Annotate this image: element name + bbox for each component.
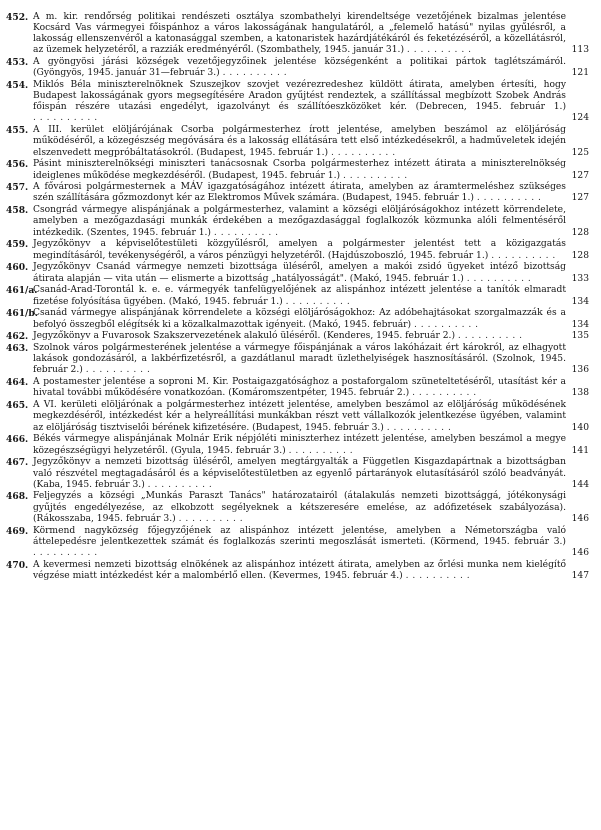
entry-number: 459.	[6, 239, 29, 251]
entry-title: Jegyzőkönyv a képviselőtestületi közgyűlésről, amelyen a polgármester jelentést tett a közigazgatás megindításáról, tevékenységéről, a város pénzügyi helyzetéről. (Hajdúszoboszló, 1945. február 1.)	[33, 239, 566, 261]
toc-entry	[6, 57, 589, 79]
entry-number: 467.	[6, 457, 29, 469]
entry-body	[33, 12, 566, 56]
entry-body	[33, 57, 566, 79]
dot-leader: . . . . . . . . . .	[457, 331, 523, 342]
entry-number: 469.	[6, 525, 29, 537]
entry-number: 454.	[6, 80, 29, 92]
dot-leader: . . . . . . . . . .	[330, 147, 396, 158]
dot-leader: . . . . . . . . . .	[33, 113, 98, 124]
entry-title: Körmend nagyközség főjegyzőjének az alispánhoz intézett jelentése, amelyben a Németországba való áttelepedésre jelentkezettek számát és foglalkozás szerinti megoszlását ismerteti. (Körmend, 1945. február 3.)	[33, 525, 566, 547]
entry-number: 464.	[6, 377, 29, 389]
toc-entry	[6, 526, 589, 559]
entry-page: 147	[571, 570, 589, 581]
toc-entry	[6, 205, 589, 238]
entry-page: 125	[571, 147, 589, 158]
entry-number: 470.	[6, 559, 29, 571]
entry-title: A m. kir. rendőrség politikai rendészeti osztálya szombathelyi kirendeltsége vezetőjének bizalmas jelentése Kocsárd Vas vármegyei főispánhoz a város lakosságának hangulatáról, a „felemelő hatású" nyilas gyűlésről, a lakosság ellenszenvéről a katonasággal szemben, a katonaristek hazárdjátékáról és feketézéséről, a közellátásról, az üzemek helyzetéről, a razziák eredményéről. (Szombathely, 1945. január 31.)	[33, 12, 566, 56]
entry-body	[33, 159, 566, 181]
entry-number: 453.	[6, 57, 29, 69]
toc-entry	[6, 343, 589, 376]
entry-body	[33, 434, 566, 456]
entry-title: Békés vármegye alispánjának Molnár Erik népjóléti miniszterhez intézett jelentése, amelyben beszámol a megye közegészségügyi helyzetéről. (Gyula, 1945. február 3.)	[33, 434, 566, 456]
entry-body	[33, 491, 566, 524]
entry-page: 140	[571, 422, 589, 433]
entry-page: 128	[571, 250, 589, 261]
entry-body	[33, 205, 566, 238]
entry-body	[33, 239, 566, 261]
entry-title: A fővárosi polgármesternek a MÁV igazgatóságához intézett átirata, amelyben az áramtermeléshez szükséges szén szállítására gőzmozdonyt kér az Elektromos Művek számára. (Budapest, 1945. február 1.)	[33, 182, 566, 204]
dot-leader: . . . . . . . . . .	[386, 422, 452, 433]
toc-entry	[6, 377, 589, 399]
entry-title: A gyöngyösi járási községek vezetőjegyzőinek jelentése községenként a politikai pártok taglétszámáról. (Gyöngyös, 1945. január 31—február 3.)	[33, 57, 566, 79]
entry-title: A III. kerület elöljárójának Csorba polgármesterhez írott jelentése, amelyben beszámol az elöljáróság működéséről, a közegészség megóvására és a lakosság ellátására tett első intézkedésekről, a hadműveletek idején elszenvedett megpróbáltatásokról. (Budapest, 1945. február 1.)	[33, 125, 566, 158]
entry-number: 461/b.	[6, 308, 38, 320]
toc-entry	[6, 457, 589, 490]
toc-entry	[6, 560, 589, 582]
entry-title: Jegyzőkönyv a nemzeti bizottság üléséről, amelyen megtárgyalták a Független Kisgazdapártnak a bizottságban való részvétel megtagadásáról és a képviselőtestületben az egyenlő pártarányok elutasításáról szóló beadványát. (Kaba, 1945. február 3.)	[33, 457, 566, 490]
entry-page: 113	[571, 45, 589, 56]
entry-body	[33, 182, 566, 204]
entry-number: 457.	[6, 182, 29, 194]
toc-entry	[6, 239, 589, 261]
entry-page: 146	[571, 547, 589, 558]
dot-leader: . . . . . . . . . .	[342, 170, 408, 181]
entry-title: Pásint miniszterelnökségi miniszteri tanácsosnak Csorba polgármesterhez intézett átirata a miniszterelnökség ideiglenes működése megkezdéséről. (Budapest, 1945. február 1.)	[33, 159, 566, 181]
entry-body	[33, 377, 566, 399]
dot-leader: . . . . . . . . . .	[406, 45, 472, 56]
dot-leader: . . . . . . . . . .	[412, 388, 477, 399]
entry-title: A VI. kerületi elöljárónak a polgármesterhez intézett jelentése, amelyben beszámol az elöljáróság működésének megkezdéséről, intézkedést kér a helyreállítási munkákban részt vett vállalkozók jelentkezése ügyében, valamint az elöljáróság tisztviselői bérének kifizetésére. (Budapest, 1945. február 3.)	[33, 400, 566, 433]
dot-leader: . . . . . . . . . .	[413, 319, 479, 330]
entry-number: 458.	[6, 205, 29, 217]
entry-body	[33, 560, 566, 582]
toc-entry	[6, 262, 589, 284]
entry-body	[33, 526, 566, 559]
entry-page: 127	[571, 193, 589, 204]
dot-leader: . . . . . . . . . .	[222, 68, 288, 79]
dot-leader: . . . . . . . . . .	[33, 547, 98, 558]
toc-entry	[6, 80, 589, 124]
dot-leader: . . . . . . . . . .	[288, 445, 354, 456]
toc-entry	[6, 400, 589, 433]
toc-entry	[6, 159, 589, 181]
entry-title: A postamester jelentése a soproni M. Kir. Postaigazgatósághoz a postaforgalom szüneteltetéséről, utasítást kér a hivatal további működésére vonatkozóan. (Komáromszentpéter, 1945. február 2.)	[33, 377, 566, 399]
entry-number: 460.	[6, 262, 29, 274]
entry-page: 144	[571, 479, 589, 490]
entry-number: 465.	[6, 400, 29, 412]
dot-leader: . . . . . . . . . .	[491, 250, 556, 261]
toc-entry	[6, 12, 589, 56]
entry-body	[33, 308, 566, 330]
entry-number: 463.	[6, 343, 29, 355]
entry-page: 128	[571, 227, 589, 238]
toc-entry	[6, 125, 589, 158]
entry-body	[33, 343, 566, 376]
entry-number: 456.	[6, 159, 29, 171]
entry-page: 121	[571, 68, 589, 79]
entry-title: Jegyzőkönyv Csanád vármegye nemzeti bizottsága üléséről, amelyen a makói zsidó ügyeket intéző bizottság átirata alapján — vita után — elismerte a bizottság „hatályosságát". (Makó, 1945. február 1.)	[33, 262, 566, 284]
entry-title: Csanád-Arad-Torontál k. e. e. vármegyék tanfelügyelőjének az alispánhoz intézett jelentése a tanítók elmaradt fizetése folyósítása ügyében. (Makó, 1945. február 1.)	[33, 285, 566, 307]
entry-body	[33, 262, 566, 284]
dot-leader: . . . . . . . . . .	[476, 193, 542, 204]
entry-page: 124	[571, 113, 589, 124]
entry-page: 135	[571, 331, 589, 342]
entry-page: 134	[571, 319, 589, 330]
entry-page: 134	[571, 296, 589, 307]
toc-entry	[6, 285, 589, 307]
entry-title: Csanád vármegye alispánjának körrendelete a községi elöljáróságokhoz: Az adóbehajtásokat szorgalmazzák és a befolyó összegből elégítsék ki a közalkalmazottak igényeit. (Makó, 1945. február)	[33, 308, 566, 330]
entry-body	[33, 80, 566, 124]
dot-leader: . . . . . . . . . .	[147, 479, 213, 490]
dot-leader: . . . . . . . . . .	[466, 273, 532, 284]
dot-leader: . . . . . . . . . .	[178, 513, 244, 524]
entry-title: Miklós Béla miniszterelnöknek Szuszejkov szovjet vezérezredeshez küldött átirata, amelyben értesíti, hogy Budapest lakosságának gyors megsegítésére Aradon gyűjtést rendeztek, a szállítással megbízott Szobek András főispán részére utazási engedélyt, igazolványt és szállítóeszközöket kér. (Debrecen, 1945. február 1.)	[33, 80, 566, 113]
toc-entry	[6, 182, 589, 204]
toc-entry	[6, 308, 589, 330]
dot-leader: . . . . . . . . . .	[85, 365, 151, 376]
entry-page: 127	[571, 170, 589, 181]
entry-body	[33, 285, 566, 307]
dot-leader: . . . . . . . . . .	[405, 570, 471, 581]
entry-page: 146	[571, 513, 589, 524]
entry-number: 455.	[6, 125, 29, 137]
toc-entry	[6, 331, 589, 342]
entry-number: 462.	[6, 331, 29, 343]
toc-entry	[6, 491, 589, 524]
entry-page: 133	[571, 273, 589, 284]
toc-entry	[6, 434, 589, 456]
entry-body	[33, 457, 566, 490]
entry-number: 466.	[6, 434, 29, 446]
entry-number: 452.	[6, 12, 29, 23]
entry-page: 141	[571, 445, 589, 456]
entry-page: 136	[571, 365, 589, 376]
entry-number: 468.	[6, 491, 29, 503]
entry-body	[33, 125, 566, 158]
entry-title: Szolnok város polgármesterének jelentése a vármegye főispánjának a város lakóházait ért károkról, az elhagyott lakások gondozásáról, a lakbérfizetésről, a gazdátlanul maradt üzlethelyiségek hasznosításáról. (Szolnok, 1945. február 2.)	[33, 343, 566, 376]
entry-page: 138	[571, 388, 589, 399]
entry-body	[33, 400, 566, 433]
entry-number: 461/a.	[6, 285, 38, 297]
entry-title: Jegyzőkönyv a Fuvarosok Szakszervezetének alakuló üléséről. (Kenderes, 1945. február 2.)	[33, 331, 456, 342]
entry-title: A kevermesi nemzeti bizottság elnökének az alispánhoz intézett átirata, amelyben az őrlési munka nem kielégítő végzése miatt intézkedést kér a malombérlő ellen. (Kevermes, 1945. február 4.)	[33, 559, 566, 581]
entry-title: Csongrád vármegye alispánjának a polgármesterhez, valamint a községi elöljáróságokhoz intézett körrendelete, amelyben a mezőgazdasági munkák érdekében a mezőgazdasággal foglalkozók közmunka alóli felmentéséről intézkedik. (Szentes, 1945. február 1.)	[33, 205, 566, 238]
entry-title: Feljegyzés a községi „Munkás Paraszt Tanács" határozatairól (átalakulás nemzeti bizottsággá, jótékonysági gyűjtés engedélyezése, az elkobzott segélyeknek a kétszeresére emelése, az adófizetések szabályozása). (Rákosszaba, 1945. február 3.)	[33, 491, 566, 524]
entry-body	[33, 331, 566, 342]
table-of-contents	[6, 12, 589, 583]
dot-leader: . . . . . . . . . .	[285, 296, 351, 307]
dot-leader: . . . . . . . . . .	[213, 227, 279, 238]
